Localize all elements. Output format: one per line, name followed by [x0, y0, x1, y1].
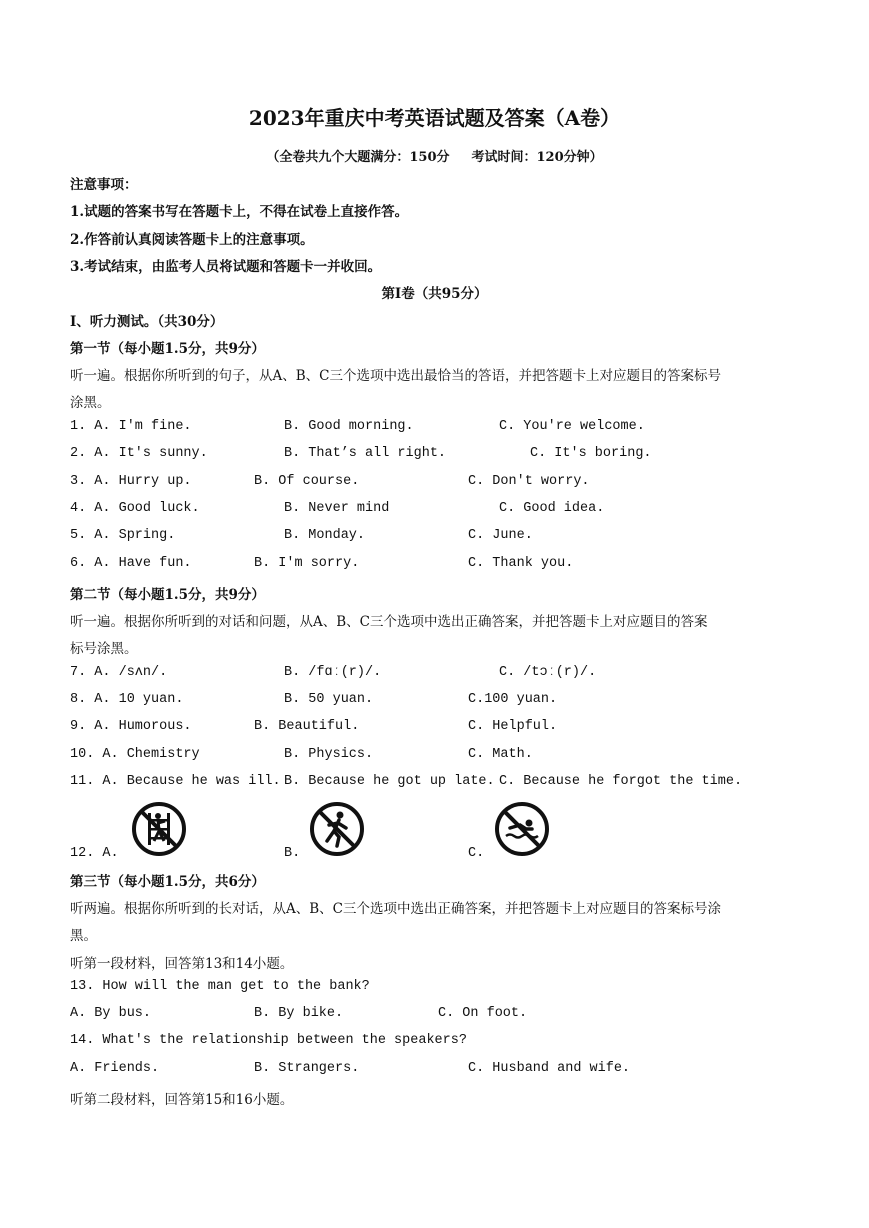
question-option-c: C.100 yuan.	[468, 692, 558, 707]
section-heading: 第二节（每小题1.5分，共9分）	[70, 587, 265, 603]
section-instruction: 听两遍。根据你所听到的长对话，从A、B、C三个选项中选出正确答案，并把答题卡上对应题目的答案标号涂	[70, 901, 721, 917]
question-option-b: B. Because he got up late.	[284, 774, 495, 789]
question-option-b: B. Never mind	[284, 501, 390, 516]
section-instruction: 听一遍。根据你所听到的句子，从A、B、C三个选项中选出最恰当的答语，并把答题卡上对应题目的答案标号	[70, 368, 721, 384]
question-option-c: C. It's boring.	[530, 446, 652, 461]
notice-item: 2.作答前认真阅读答题卡上的注意事项。	[70, 232, 314, 248]
question-option-b: B. Of course.	[254, 474, 360, 489]
subtitle-time: 考试时间：120分钟）	[471, 150, 603, 165]
question-option-a: 12. A.	[70, 846, 119, 861]
section-instruction: 涂黑。	[70, 395, 111, 411]
question-option-a: 9. A. Humorous.	[70, 719, 192, 734]
exam-subtitle	[0, 146, 869, 165]
question-option-b: B. Monday.	[284, 528, 366, 543]
question-option-a: 10. A. Chemistry	[70, 747, 200, 762]
notice-heading: 注意事项：	[70, 177, 138, 193]
question-option-a: 7. A. /sʌn/.	[70, 665, 168, 680]
notice-item: 1.试题的答案书写在答题卡上，不得在试卷上直接作答。	[70, 204, 409, 220]
no-swimming-sign-icon	[494, 801, 550, 857]
question-option-c: C. Because he forgot the time.	[499, 774, 743, 789]
question-option-a: 1. A. I'm fine.	[70, 419, 192, 434]
question-option-a: 2. A. It's sunny.	[70, 446, 208, 461]
question-option-b: B. Strangers.	[254, 1061, 360, 1076]
question-option-c: C. Don't worry.	[468, 474, 590, 489]
question-option-b: B.	[284, 846, 301, 861]
question-stem: 14. What's the relationship between the speakers?	[70, 1033, 467, 1048]
subtitle-score: （全卷共九个大题满分：150分	[266, 150, 450, 165]
question-option-c: C. June.	[468, 528, 533, 543]
question-option-c: C. Math.	[468, 747, 533, 762]
question-option-a: 4. A. Good luck.	[70, 501, 200, 516]
question-option-c: C. Thank you.	[468, 556, 574, 571]
question-option-c: C.	[468, 846, 485, 861]
question-option-c: C. You're welcome.	[499, 419, 645, 434]
question-option-b: B. Beautiful.	[254, 719, 360, 734]
section-heading: 第三节（每小题1.5分，共6分）	[70, 874, 265, 890]
section-instruction: 标号涂黑。	[70, 641, 138, 657]
question-option-b: B. I'm sorry.	[254, 556, 360, 571]
material-note: 听第一段材料，回答第13和14小题。	[70, 956, 294, 972]
question-option-c: C. Husband and wife.	[468, 1061, 631, 1076]
question-option-a: A. Friends.	[70, 1061, 160, 1076]
question-option-b: B. That’s all right.	[284, 446, 447, 461]
section-instruction: 听一遍。根据你所听到的对话和问题，从A、B、C三个选项中选出正确答案，并把答题卡上对应题目的答案	[70, 614, 708, 630]
question-option-c: C. Good idea.	[499, 501, 605, 516]
question-option-b: B. By bike.	[254, 1006, 344, 1021]
question-option-a: 3. A. Hurry up.	[70, 474, 192, 489]
no-running-sign-icon	[309, 801, 365, 857]
notice-item: 3.考试结束，由监考人员将试题和答题卡一并收回。	[70, 259, 382, 275]
question-option-a: 8. A. 10 yuan.	[70, 692, 184, 707]
section-instruction: 黑。	[70, 928, 97, 944]
question-option-b: B. Good morning.	[284, 419, 414, 434]
question-option-b: B. Physics.	[284, 747, 374, 762]
question-option-a: A. By bus.	[70, 1006, 152, 1021]
volume-heading: 第Ⅰ卷（共95分）	[381, 286, 488, 302]
exam-title: 2023年重庆中考英语试题及答案（A卷）	[248, 106, 621, 130]
section-heading: 第一节（每小题1.5分，共9分）	[70, 341, 265, 357]
no-climbing-sign-icon	[131, 801, 187, 857]
part-heading: Ⅰ、听力测试。（共30分）	[70, 314, 224, 330]
question-option-b: B. 50 yuan.	[284, 692, 374, 707]
question-option-c: C. Helpful.	[468, 719, 558, 734]
question-option-c: C. On foot.	[438, 1006, 528, 1021]
question-option-a: 11. A. Because he was ill.	[70, 774, 281, 789]
question-stem: 13. How will the man get to the bank?	[70, 979, 370, 994]
material-note: 听第二段材料，回答第15和16小题。	[70, 1092, 294, 1108]
question-option-a: 6. A. Have fun.	[70, 556, 192, 571]
question-option-c: C. /tɔː(r)/.	[499, 665, 597, 680]
question-option-b: B. /fɑː(r)/.	[284, 665, 382, 680]
question-option-a: 5. A. Spring.	[70, 528, 176, 543]
